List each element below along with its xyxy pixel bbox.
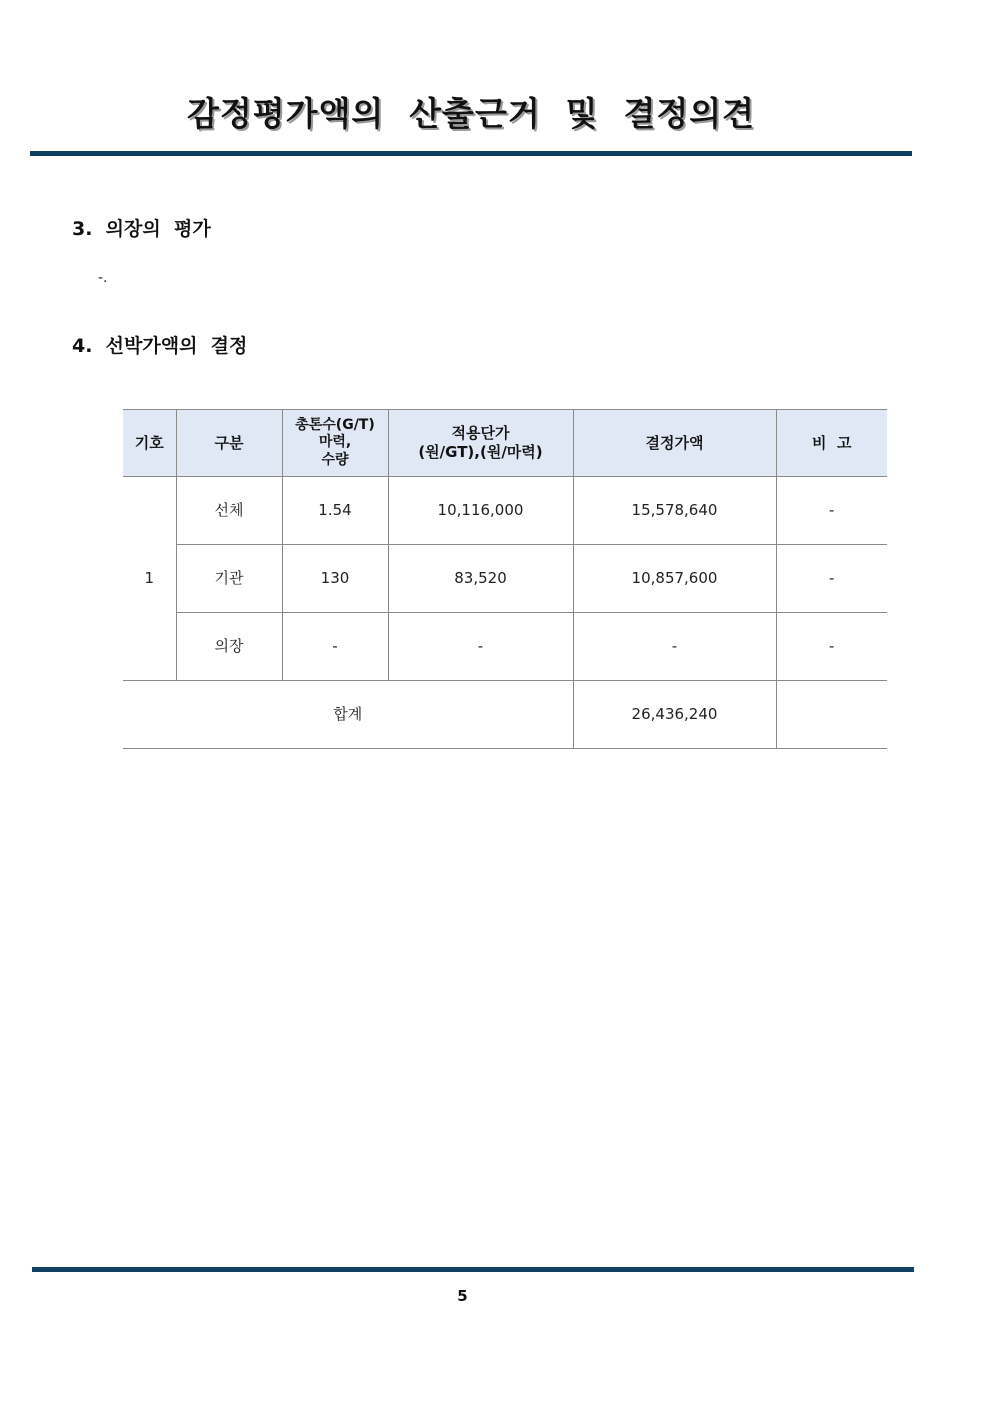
section-3-heading: 3. 의장의 평가 [72,218,211,240]
header-decided-value: 결정가액 [573,410,776,477]
header-tonnage-line3: 수량 [321,451,349,468]
total-value: 26,436,240 [573,681,776,749]
cell-category: 선체 [176,477,282,545]
table-row [123,477,887,545]
cell-remarks: - [776,613,887,681]
table-total-row [123,681,887,749]
header-category: 구분 [176,410,282,477]
cell-quantity: 130 [282,545,388,613]
header-unit-price-line1: 적용단가 [451,424,510,443]
cell-unit-price: - [388,613,573,681]
header-remarks: 비 고 [776,410,887,477]
total-label: 합계 [123,681,573,749]
header-unit-price-line2: (원/GT),(원/마력) [418,443,543,461]
page-number: 5 [457,1287,468,1305]
cell-quantity: - [282,613,388,681]
row-code: 1 [123,477,176,681]
cell-value: - [573,613,776,681]
table-row [123,545,887,613]
header-tonnage-line1: 총톤수(G/T) [295,416,375,433]
cell-value: 10,857,600 [573,545,776,613]
cell-remarks: - [776,545,887,613]
title-divider [30,151,912,156]
cell-value: 15,578,640 [573,477,776,545]
cell-unit-price: 83,520 [388,545,573,613]
header-tonnage-line2: 마력, [318,434,352,451]
cell-unit-price: 10,116,000 [388,477,573,545]
cell-quantity: 1.54 [282,477,388,545]
valuation-table [123,409,887,749]
header-code: 기호 [123,410,176,477]
table-header-row [123,410,887,477]
total-remarks [776,681,887,749]
cell-category: 기관 [176,545,282,613]
footer-divider [32,1267,914,1272]
page-title: 감정평가액의 산출근거 및 결정의견 [186,94,756,133]
header-unit-price [388,410,573,477]
cell-category: 의장 [176,613,282,681]
cell-remarks: - [776,477,887,545]
header-tonnage [282,410,388,477]
table-row [123,613,887,681]
section-3-body: -. [98,270,108,286]
section-4-heading: 4. 선박가액의 결정 [72,335,248,357]
